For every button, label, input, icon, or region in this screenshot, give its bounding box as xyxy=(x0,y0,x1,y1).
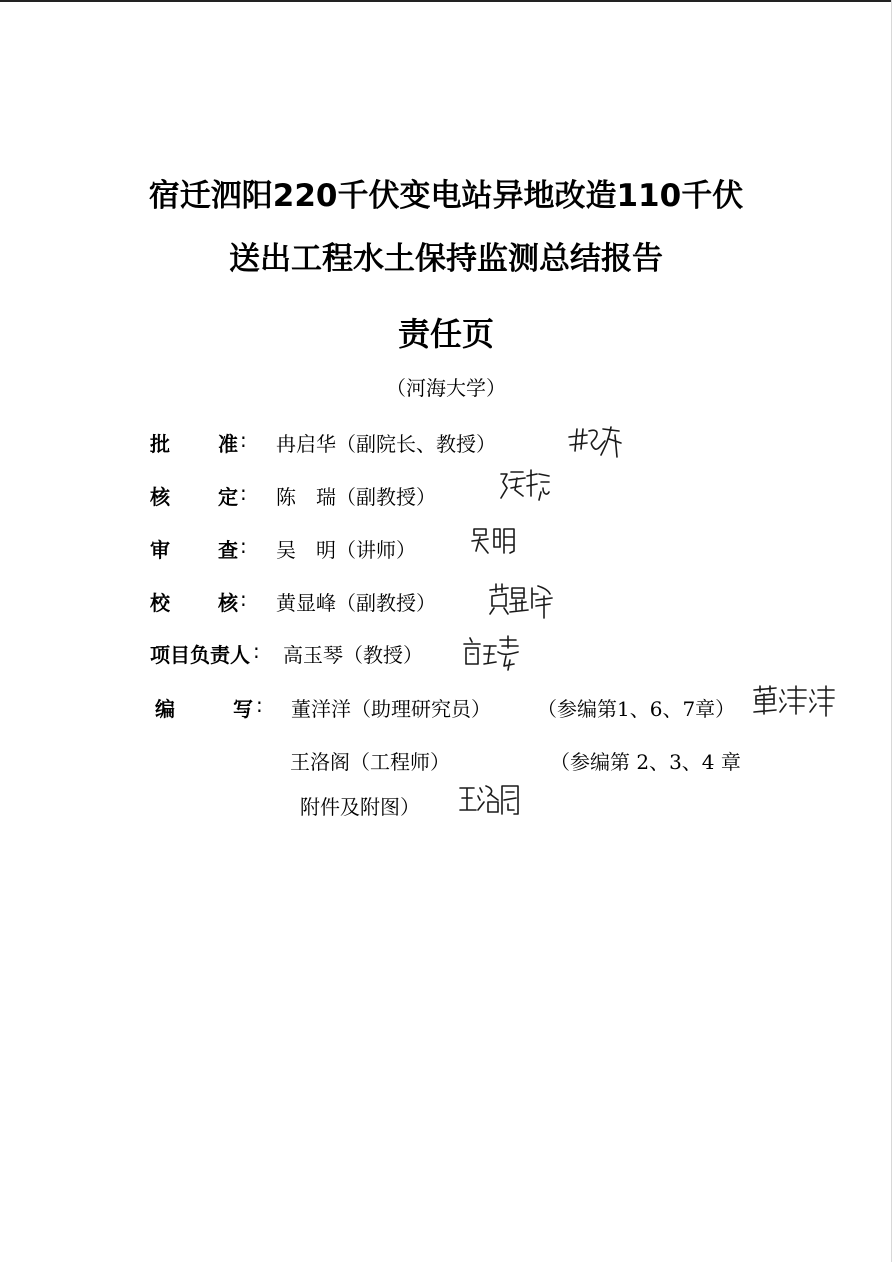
staff-row-reviewer: 审 查 : 吴 明（讲师） xyxy=(0,531,892,565)
person-name: 高玉琴（教授） xyxy=(283,643,423,667)
staff-row-verifier: 核 定 : 陈 瑞（副教授） xyxy=(0,478,892,512)
signature-checker xyxy=(488,582,554,620)
report-title-line-2: 送出工程水土保持监测总结报告 xyxy=(229,241,663,277)
signature-project-lead xyxy=(462,634,520,674)
writer-2-name: 王洛阁（工程师） xyxy=(290,750,450,774)
staff-row-project-lead: 项目负责人 : 高玉琴（教授） xyxy=(0,636,892,670)
person-name: 黄显峰（副教授） xyxy=(276,591,436,615)
person-name: 陈 瑞（副教授） xyxy=(276,485,436,509)
signature-writer-2 xyxy=(458,782,520,818)
signature-writer-1 xyxy=(752,684,836,720)
person-name: 冉启华（副院长、教授） xyxy=(276,432,496,456)
person-name: 吴 明（讲师） xyxy=(276,538,416,562)
writers-row: 编 写 : 董洋洋（助理研究员） （参编第1、6、7章） xyxy=(0,690,892,724)
staff-row-approver: 批 准 : 冉启华（副院长、教授） xyxy=(0,425,892,459)
staff-row-checker: 校 核 : 黄显峰（副教授） xyxy=(0,584,892,618)
writer-1-name: 董洋洋（助理研究员） xyxy=(291,697,491,721)
writer-2-scope: （参编第 2、3、4 章 xyxy=(550,750,741,774)
signature-reviewer xyxy=(470,525,516,557)
responsibility-page-heading: 责任页 xyxy=(397,315,494,353)
writer-1-scope: （参编第1、6、7章） xyxy=(537,697,736,721)
page-top-border xyxy=(0,0,892,2)
writer-2-row xyxy=(0,743,892,777)
institution-label: （河海大学） xyxy=(386,376,506,400)
writer-2-scope-continued-row xyxy=(0,788,892,822)
signature-approver xyxy=(565,421,625,463)
report-title-line-1: 宿迁泗阳220千伏变电站异地改造110千伏 xyxy=(148,178,744,214)
writer-2-scope-continued: 附件及附图） xyxy=(300,795,420,819)
signature-verifier xyxy=(497,466,551,506)
